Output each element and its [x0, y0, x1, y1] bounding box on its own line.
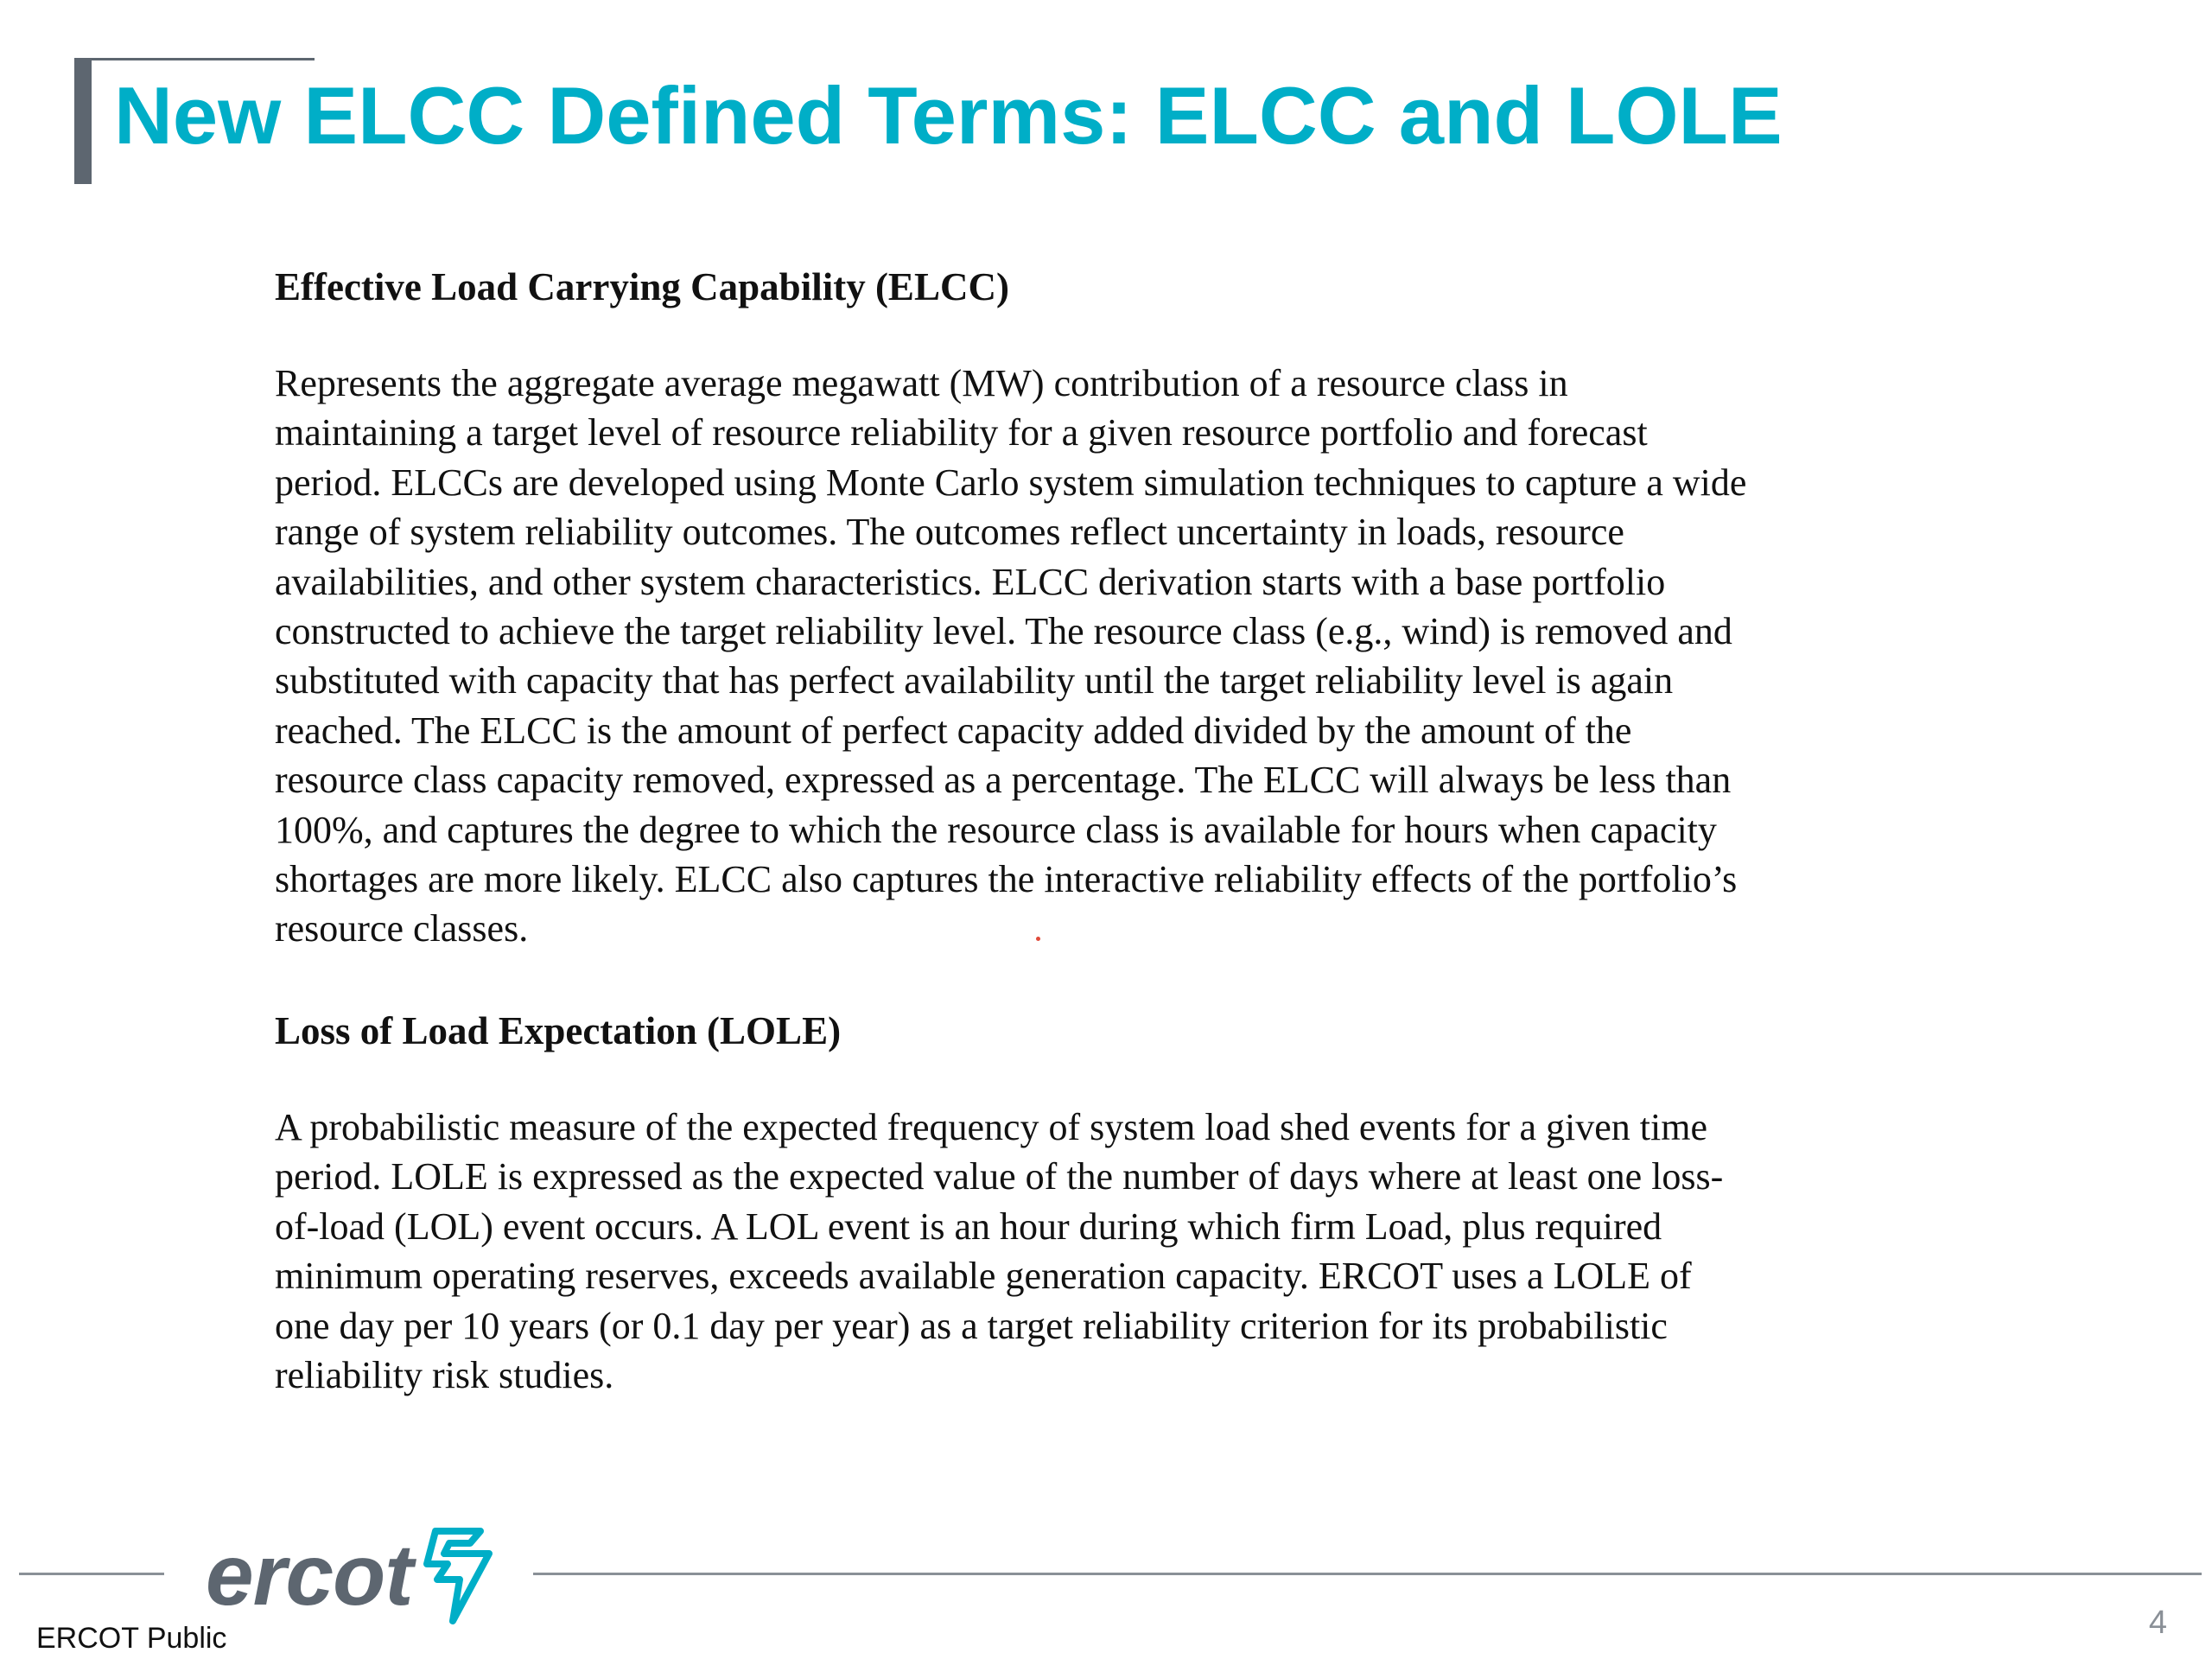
paragraph-elcc [275, 359, 1951, 954]
title-accent-rule [74, 58, 315, 60]
paragraph-line: period. ELCCs are developed using Monte Carlo system simulation techniques to capture a wide [275, 461, 1747, 504]
paragraph-line: range of system reliability outcomes. The outcomes reflect uncertainty in loads, resource [275, 511, 1624, 554]
paragraph-line: maintaining a target level of resource reliability for a given resource portfolio and forecast [275, 411, 1648, 454]
footer-classification: ERCOT Public [36, 1622, 227, 1655]
stray-mark [1036, 937, 1040, 941]
page-number: 4 [2148, 1605, 2167, 1641]
ercot-logo [206, 1517, 496, 1632]
paragraph-line: resource classes. [275, 907, 529, 950]
paragraph-line: substituted with capacity that has perfect availability until the target reliability level is again [275, 659, 1674, 702]
footer-divider-right [533, 1573, 2202, 1575]
paragraph-line: one day per 10 years (or 0.1 day per year) as a target reliability criterion for its probabilistic [275, 1304, 1668, 1347]
slide-body [275, 262, 1951, 1400]
logo-wordmark: ercot [206, 1526, 413, 1624]
slide-title: New ELCC Defined Terms: ELCC and LOLE [114, 70, 1783, 161]
paragraph-line: reached. The ELCC is the amount of perfect capacity added divided by the amount of the [275, 709, 1632, 752]
title-accent-bar [74, 59, 92, 184]
paragraph-line: Represents the aggregate average megawatt (MW) contribution of a resource class in [275, 362, 1568, 404]
paragraph-line: A probabilistic measure of the expected frequency of system load shed events for a given time [275, 1105, 1708, 1148]
paragraph-line: of-load (LOL) event occurs. A LOL event is an hour during which firm Load, plus required [275, 1205, 1662, 1248]
paragraph-lole [275, 1103, 1951, 1400]
ercot-lightning-icon [418, 1524, 496, 1632]
paragraph-line: period. LOLE is expressed as the expected value of the number of days where at least one loss- [275, 1155, 1724, 1198]
paragraph-line: 100%, and captures the degree to which the resource class is available for hours when capacity [275, 808, 1717, 851]
section-heading-elcc: Effective Load Carrying Capability (ELCC) [275, 265, 1009, 308]
paragraph-line: shortages are more likely. ELCC also captures the interactive reliability effects of the portfolio’s [275, 858, 1738, 901]
paragraph-line: minimum operating reserves, exceeds available generation capacity. ERCOT uses a LOLE of [275, 1255, 1692, 1298]
paragraph-line: availabilities, and other system characteristics. ELCC derivation starts with a base portfolio [275, 560, 1666, 603]
paragraph-line: resource class capacity removed, expressed as a percentage. The ELCC will always be less than [275, 759, 1732, 802]
section-heading-lole: Loss of Load Expectation (LOLE) [275, 1008, 842, 1052]
paragraph-line: reliability risk studies. [275, 1353, 614, 1396]
paragraph-line: constructed to achieve the target reliability level. The resource class (e.g., wind) is removed and [275, 610, 1732, 653]
footer-divider-left [19, 1573, 164, 1575]
